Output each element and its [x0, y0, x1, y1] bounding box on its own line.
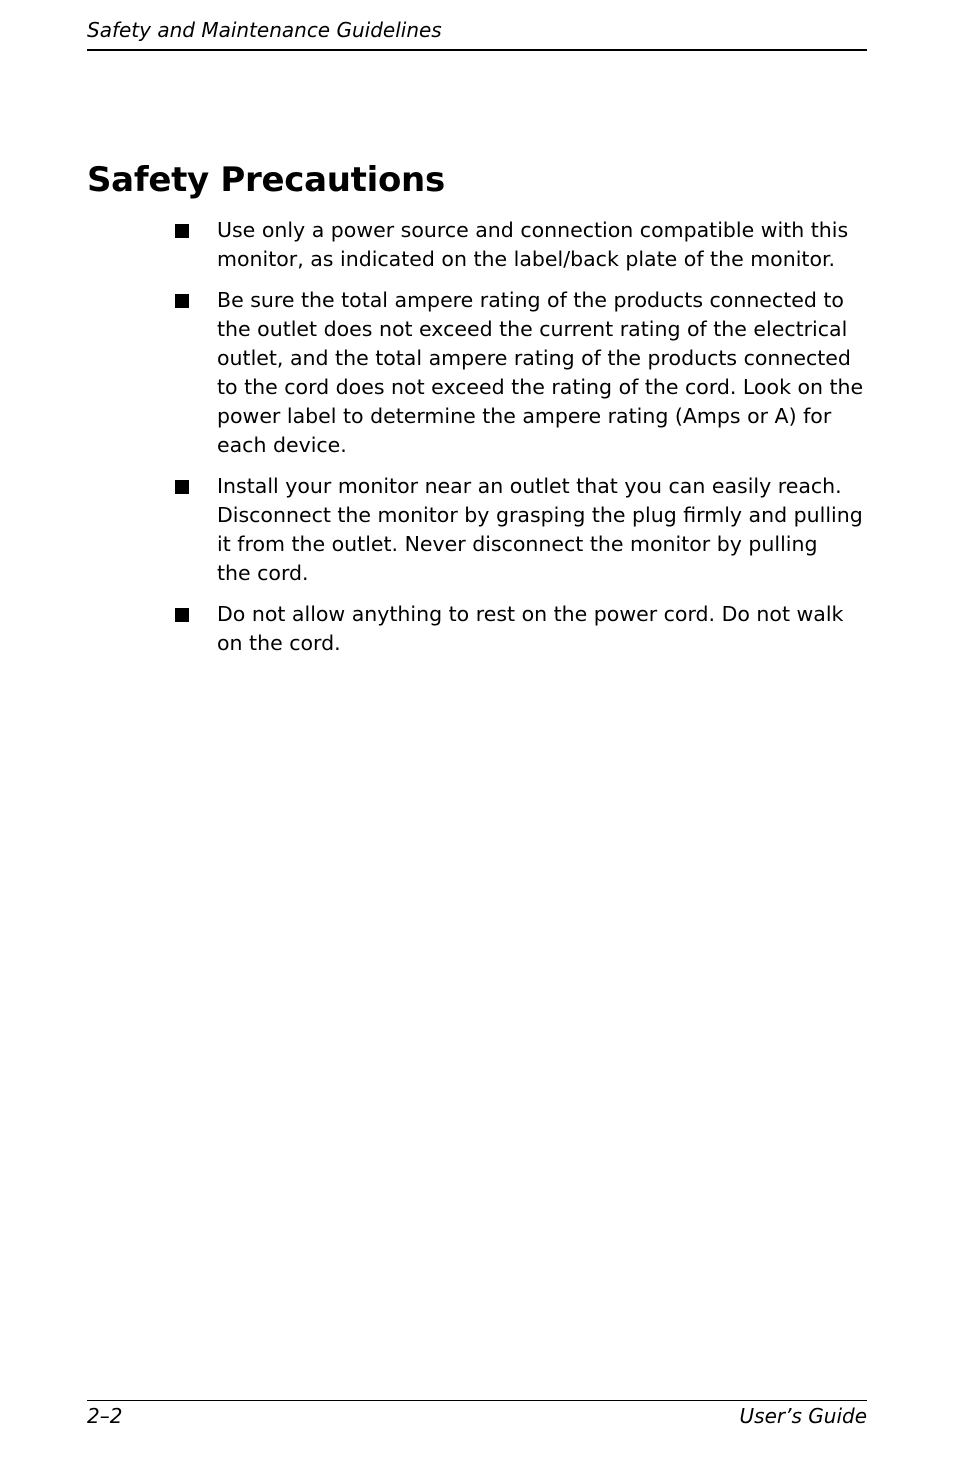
page-number: 2–2 — [87, 1404, 123, 1428]
square-bullet-icon — [175, 480, 189, 494]
list-item-text: Use only a power source and connection compatible with this monitor, as indicated on the label/back plate of the monitor. — [217, 218, 849, 271]
list-item-text: Be sure the total ampere rating of the products connected to the outlet does not exceed the current rating of the electrical outlet, and the total ampere rating of the products connected to the cord does not exceed the rating of the cord. Look on the power label to determine the ampere rating (Amps or A) for each device. — [217, 288, 864, 457]
list-item-text: Install your monitor near an outlet that you can easily reach. Disconnect the monitor by grasping the plug firmly and pulling it from the outlet. Never disconnect the monitor by pulling the cord. — [217, 474, 863, 585]
section-title: Safety Precautions — [87, 160, 445, 200]
list-item — [171, 216, 871, 274]
square-bullet-icon — [175, 294, 189, 308]
list-item — [171, 472, 871, 588]
list-item-text: Do not allow anything to rest on the power cord. Do not walk on the cord. — [217, 602, 844, 655]
safety-precautions-list — [171, 216, 871, 670]
running-header: Safety and Maintenance Guidelines — [87, 18, 442, 42]
square-bullet-icon — [175, 608, 189, 622]
footer-book-title: User’s Guide — [739, 1404, 867, 1428]
list-item — [171, 600, 871, 658]
footer-divider — [87, 1400, 867, 1401]
header-divider — [87, 49, 867, 51]
list-item — [171, 286, 871, 460]
square-bullet-icon — [175, 224, 189, 238]
